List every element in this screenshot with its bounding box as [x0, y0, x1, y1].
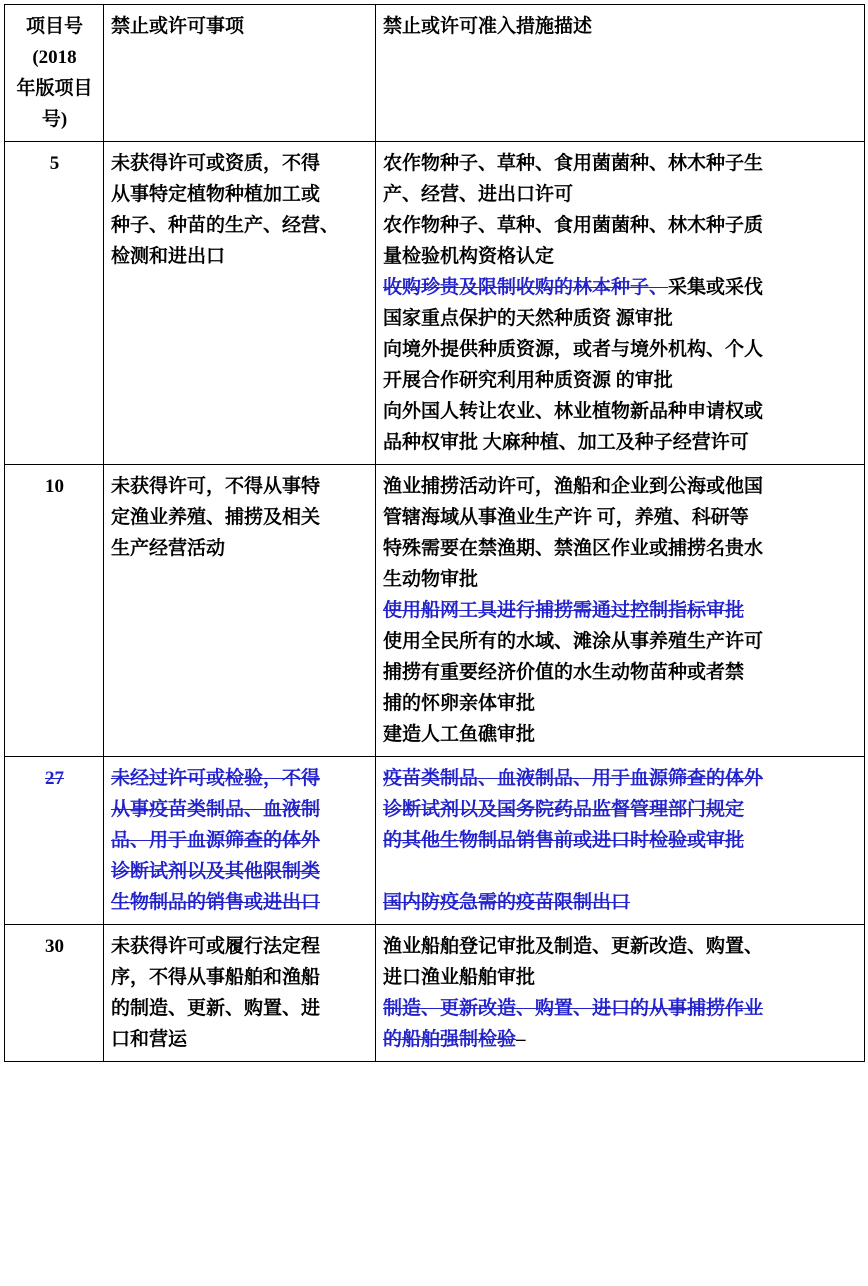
column-header-item-name: 禁止或许可事项: [104, 5, 376, 142]
row-item-number: 27: [5, 757, 104, 925]
row-item-name: 未获得许可或资质，不得 从事特定植物种植加工或 种子、种苗的生产、经营、 检测和进出口: [104, 142, 376, 465]
table-body: [5, 142, 865, 1062]
row-measure-description: 农作物种子、草种、食用菌菌种、林木种子生 产、经营、进出口许可 农作物种子、草种、食用菌菌种、林木种子质 量检验机构资格认定 收购珍贵及限制收购的林本种子、采集或采伐 国家重点保护的天然种质资 源审批 向境外提供种质资源，或者与境外机构、个人 开展合作研究利用种质资源 的审批 向外国人转让农业、林业植物新品种申请权或 品种权审批 大麻种植、加工及种子经营许可: [376, 142, 865, 465]
table-row: [5, 465, 865, 757]
negative-list-table: [4, 4, 865, 1062]
column-header-measure-description: 禁止或许可准入措施描述: [376, 5, 865, 142]
table-row: [5, 925, 865, 1062]
table-row: [5, 757, 865, 925]
table-header: [5, 5, 865, 142]
row-item-name: 未经过许可或检验，不得 从事疫苗类制品、血液制 品、用于血源筛查的体外 诊断试剂以及其他限制类 生物制品的销售或进出口: [104, 757, 376, 925]
table-row: [5, 142, 865, 465]
row-item-number: 30: [5, 925, 104, 1062]
row-measure-description: 渔业捕捞活动许可，渔船和企业到公海或他国 管辖海域从事渔业生产许 可，养殖、科研等 特殊需要在禁渔期、禁渔区作业或捕捞名贵水 生动物审批 使用船网工具进行捕捞需通过控制指标审批 使用全民所有的水域、滩涂从事养殖生产许可 捕捞有重要经济价值的水生动物苗种或者禁 捕的怀卵亲体审批 建造人工鱼礁审批: [376, 465, 865, 757]
row-item-name: 未获得许可或履行法定程 序，不得从事船舶和渔船 的制造、更新、购置、进 口和营运: [104, 925, 376, 1062]
column-header-item-number: 项目号 (2018 年版项目 号): [5, 5, 104, 142]
row-measure-description: 疫苗类制品、血液制品、用于血源筛查的体外 诊断试剂以及国务院药品监督管理部门规定 的其他生物制品销售前或进口时检验或审批 国内防疫急需的疫苗限制出口: [376, 757, 865, 925]
row-measure-description: 渔业船舶登记审批及制造、更新改造、购置、 进口渔业船舶审批 制造、更新改造、购置、进口的从事捕捞作业 的船舶强制检验–: [376, 925, 865, 1062]
table-header-row: [5, 5, 865, 142]
row-item-number: 10: [5, 465, 104, 757]
row-item-name: 未获得许可，不得从事特 定渔业养殖、捕捞及相关 生产经营活动: [104, 465, 376, 757]
row-item-number: 5: [5, 142, 104, 465]
